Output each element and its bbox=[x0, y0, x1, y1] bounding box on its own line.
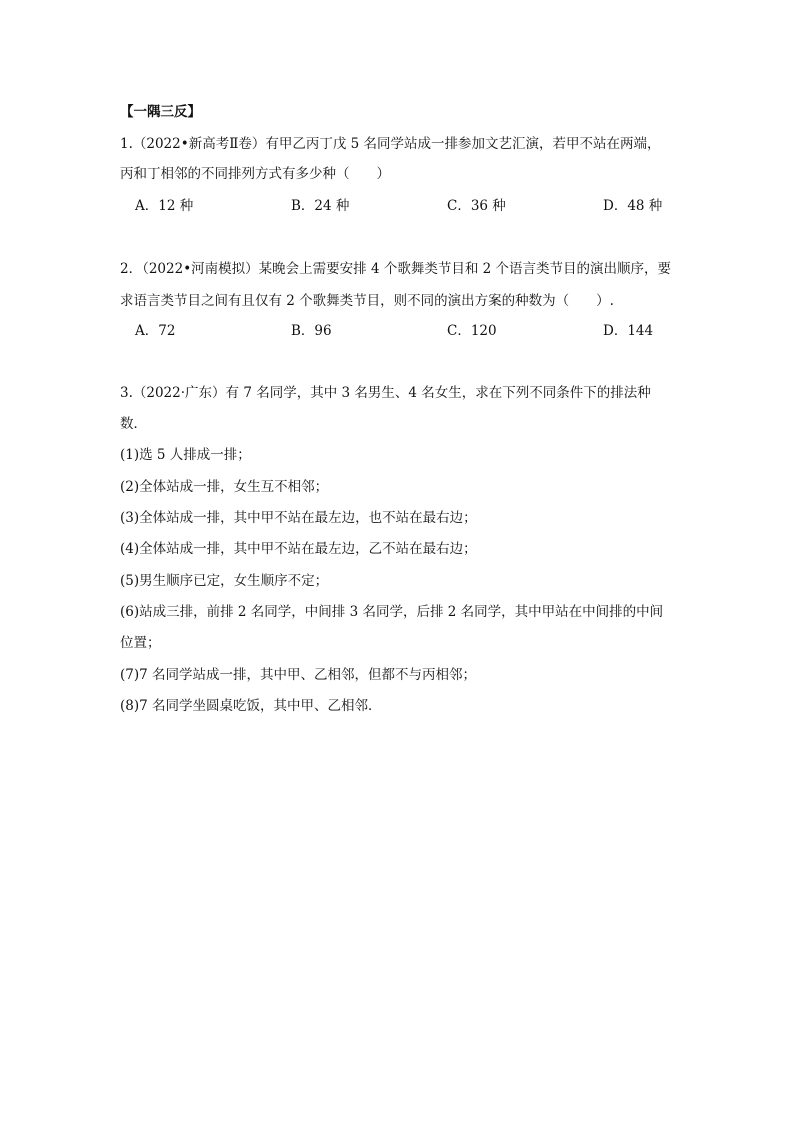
question-1-options bbox=[135, 196, 695, 216]
question-1-line-1: 1.（2022•新高考Ⅱ卷）有甲乙丙丁戊 5 名同学站成一排参加文艺汇演，若甲不站在两端， bbox=[120, 136, 661, 152]
question-1-option-a: A．12 种 bbox=[135, 198, 194, 214]
question-2-option-b: B．96 bbox=[291, 323, 332, 339]
question-1-option-d: D．48 种 bbox=[603, 198, 663, 214]
question-2-options bbox=[135, 321, 695, 341]
question-2-line-1: 2．（2022•河南模拟）某晚会上需要安排 4 个歌舞类节目和 2 个语言类节目的演出顺序，要 bbox=[120, 261, 672, 277]
section-heading: 【一隅三反】 bbox=[120, 104, 201, 120]
question-2-option-c: C．120 bbox=[447, 323, 497, 339]
question-3-item-2: (2)全体站成一排，女生互不相邻； bbox=[120, 479, 329, 495]
question-3-line-2: 数． bbox=[120, 416, 147, 432]
question-1-option-c: C．36 种 bbox=[447, 198, 506, 214]
question-1-line-2: 丙和丁相邻的不同排列方式有多少种（ ） bbox=[120, 166, 390, 182]
question-3-item-8: (8)7 名同学坐圆桌吃饭，其中甲、乙相邻． bbox=[120, 698, 382, 714]
question-3-line-1: 3.（2022·广东）有 7 名同学，其中 3 名男生、4 名女生，求在下列不同条件下的排法种 bbox=[120, 385, 651, 401]
question-3-item-6-line-1: (6)站成三排，前排 2 名同学，中间排 3 名同学，后排 2 名同学，其中甲站在中间排的中间 bbox=[120, 604, 664, 620]
question-3-item-7: (7)7 名同学站成一排，其中甲、乙相邻，但都不与丙相邻； bbox=[120, 667, 477, 683]
question-1-option-b: B．24 种 bbox=[291, 198, 350, 214]
question-3-item-1: (1)选 5 人排成一排； bbox=[120, 447, 251, 463]
question-3-item-6-line-2: 位置； bbox=[120, 635, 161, 651]
question-3-item-4: (4)全体站成一排，其中甲不站在最左边，乙不站在最右边； bbox=[120, 541, 477, 557]
question-2-option-a: A．72 bbox=[135, 323, 176, 339]
question-3-item-3: (3)全体站成一排，其中甲不站在最左边，也不站在最右边； bbox=[120, 510, 477, 526]
question-2-option-d: D．144 bbox=[603, 323, 654, 339]
question-2-line-2: 求语言类节目之间有且仅有 2 个歌舞类节目，则不同的演出方案的种数为（ ）. bbox=[120, 293, 614, 309]
question-3-item-5: (5)男生顺序已定，女生顺序不定； bbox=[120, 573, 329, 589]
